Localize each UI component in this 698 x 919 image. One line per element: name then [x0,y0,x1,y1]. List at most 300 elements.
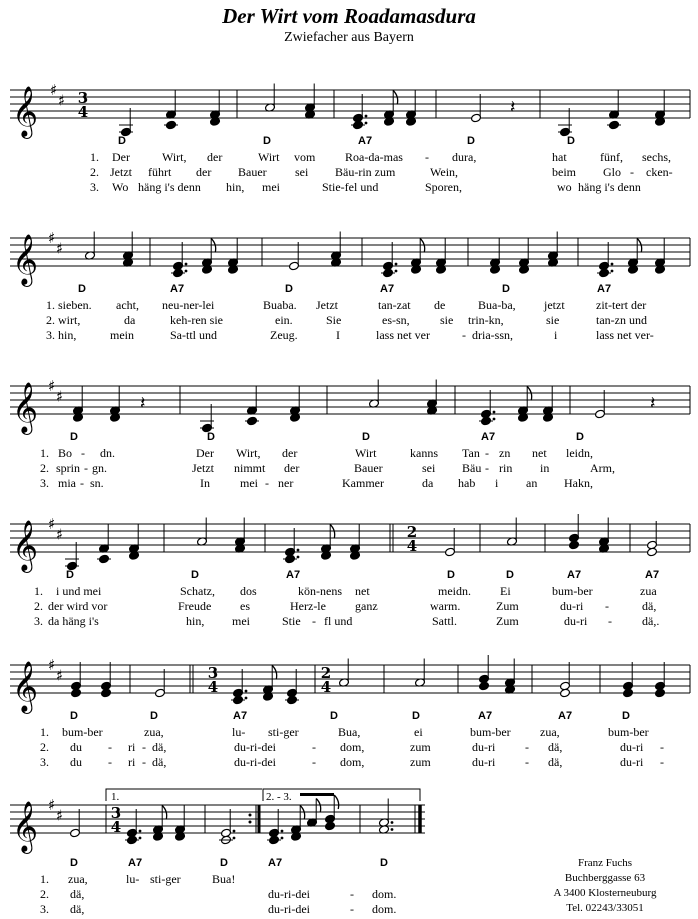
lyric: zn [499,446,511,460]
lyric: keh-ren sie [170,313,223,327]
lyric: zua, [144,725,164,739]
chord: D [150,710,158,722]
chord: A7 [645,569,660,581]
lyric: sprin [56,461,80,475]
treble-clef-icon: 𝄞 [12,661,39,712]
chord: D [447,569,455,581]
lyric: vom [294,150,316,164]
dot [297,556,300,559]
lyric: - [80,476,84,490]
chord: A7 [358,135,373,147]
lyric: in [540,461,550,475]
lyric: - [525,740,529,754]
verse-number: 2. [34,599,43,613]
dot [611,263,614,266]
chord: A7 [380,283,395,295]
verse-number: 3. [40,755,49,769]
lyric: dä, [548,740,563,754]
verse-number: 2. [90,165,99,179]
lyric: dä, [70,887,85,901]
time-signature-numerator: 2 [406,523,418,541]
note-head [655,688,666,698]
lyric: häng i's denn [138,180,201,194]
lyric: wo [557,180,572,194]
lyric: bum-ber [552,584,593,598]
lyric: mein [110,328,134,342]
dot [395,270,398,273]
verse-number: 3. [40,476,49,490]
lyric: Schatz, [180,584,215,598]
lyric: Glo [603,165,621,179]
lyric: dä, [642,599,657,613]
lyric: Sporen, [425,180,462,194]
music-system-4 [0,512,698,632]
time-signature-denominator: 4 [320,678,332,696]
lyric: Stie-fel und [322,180,379,194]
lyric: dura, [452,150,477,164]
sharp-icon: ♯ [48,656,56,674]
treble-clef-icon: 𝄞 [12,382,39,433]
treble-clef-icon: 𝄞 [12,520,39,571]
lyric: du-ri-dei [268,887,310,901]
quarter-rest-icon: 𝄽 [510,97,516,118]
lyric: sn. [90,476,104,490]
lyric: hat [552,150,567,164]
dot [185,270,188,273]
lyric: zum [410,740,431,754]
lyric: tan-zn und [596,313,647,327]
lyric: hin, [58,328,77,342]
dot [139,830,142,833]
lyric: - [350,887,354,901]
sharp-icon: ♯ [48,515,56,533]
lyric: warm. [430,599,461,613]
chord: D [220,857,228,869]
lyric: - [84,461,88,475]
lyric: Ei [500,584,511,598]
lyric: leidn, [566,446,593,460]
time-signature-denominator: 4 [77,103,89,121]
lyric: sti-ger [150,872,181,886]
note-head [101,688,112,698]
verse-number: 1. [46,298,55,312]
volta-1-bracket [106,789,262,801]
sharp-icon: ♯ [48,377,56,395]
lyric: Bäu [462,461,482,475]
arranger-credit [535,856,675,916]
time-signature-denominator: 4 [207,678,219,696]
chord: A7 [478,710,493,722]
note-head [560,688,571,698]
lyric: häng i's denn [578,180,641,194]
note-beam [300,793,334,796]
dot [281,830,284,833]
lyric: du-ri-dei [234,740,276,754]
lyric: Zum [496,599,519,613]
lyric: lu- [232,725,246,739]
credit-phone: Tel. 02243/33051 [566,902,644,914]
note-head [325,821,336,831]
lyric: ei [414,725,423,739]
lyric: dom, [340,740,365,754]
chord: A7 [567,569,582,581]
lyric: dä, [548,755,563,769]
lyric: du-ri-dei [234,755,276,769]
chord: D [380,857,388,869]
verse-number: 2. [40,461,49,475]
volta-1-label: 1. [111,791,120,803]
sharp-icon: ♯ [56,387,64,406]
lyric: Roa-da-mas [345,150,403,164]
lyric: mia [58,476,76,490]
lyric: bum-ber [62,725,103,739]
lyric: da [124,313,136,327]
dot [365,122,368,125]
lyric: Kammer [342,476,384,490]
sharp-icon: ♯ [56,806,64,825]
lyric: Jetzt [316,298,338,312]
lyric: Jetzt [192,461,214,475]
chord: D [78,283,86,295]
lyric: fünf, [600,150,623,164]
sharp-icon: ♯ [48,796,56,814]
lyric: - [312,755,316,769]
lyric: i [495,476,499,490]
lyric: - [108,755,112,769]
lyric: - [605,599,609,613]
repeat-dot [249,814,252,817]
lyric: an [526,476,538,490]
note-head [569,540,580,550]
lyric: neu-ner-lei [162,298,215,312]
lyric: Sattl. [432,614,458,628]
repeat-dot [249,821,252,824]
lyric: acht, [116,298,139,312]
verse-number: 1. [40,872,49,886]
chord: D [567,135,575,147]
lyric: meidn. [438,584,471,598]
dot [281,837,284,840]
lyric: ner [278,476,294,490]
lyric: Bauer [354,461,383,475]
lyric: der [207,150,223,164]
staff-1 [0,78,698,138]
note-head [623,688,634,698]
lyric: du-ri [560,599,584,613]
time-signature-numerator: 3 [110,804,122,822]
lyric: Bäu-rin zum [335,165,396,179]
music-system-3 [0,374,698,494]
lyric: - [608,614,612,628]
sharp-icon: ♯ [56,525,64,544]
chord: D [263,135,271,147]
note-flag [334,795,339,809]
sharp-icon: ♯ [48,229,56,247]
lyric: Wirt [258,150,280,164]
lyric: zua [640,584,657,598]
lyric: hin, [186,614,205,628]
verse-number: 3. [34,614,43,628]
lyric: sechs, [642,150,671,164]
dot [233,837,236,840]
lyric: dn. [100,446,115,460]
chord: D [622,710,630,722]
dot [297,549,300,552]
staff-2 [0,226,698,286]
time-signature-numerator: 3 [207,664,219,682]
time-signature-denominator: 4 [110,818,122,836]
lyric: - [142,755,146,769]
lyric: Tan [462,446,480,460]
lyric: hab [458,476,476,490]
music-system-5 [0,653,698,773]
chord: D [70,431,78,443]
music-system-2 [0,226,698,346]
chord: D [506,569,514,581]
lyric: bum-ber [608,725,649,739]
time-signature-denominator: 4 [406,537,418,555]
lyric: Wo [112,180,129,194]
chord: D [70,857,78,869]
chord: D [502,283,510,295]
lyric: Wein, [430,165,459,179]
lyric: jetzt [544,298,565,312]
lyric: lass net ver [376,328,430,342]
verse-number: 3. [46,328,55,342]
chord: A7 [558,710,573,722]
lyric: Herz-le [290,599,326,613]
time-signature-numerator: 2 [320,664,332,682]
lyric: rin [499,461,513,475]
sharp-icon: ♯ [56,239,64,258]
lyric: Hakn, [564,476,593,490]
lyric: zum [410,755,431,769]
lyric: Der [196,446,214,460]
lyric: trin-kn, [468,313,504,327]
lyric: Sie [326,313,342,327]
lyric: gn. [92,461,107,475]
lyric: - [142,740,146,754]
lyric: du-ri [472,740,496,754]
verse-number: 2. [46,313,55,327]
lyric: Wirt, [236,446,261,460]
lyric: du-ri-dei [268,902,310,916]
lyric: tan-zat [378,298,411,312]
lyric: sti-ger [268,725,299,739]
verse-number: 2. [40,740,49,754]
lyric: ein. [275,313,293,327]
lyric: wirt, [58,313,81,327]
lyric: dom. [372,887,397,901]
dot [245,697,248,700]
verse-number: 1. [90,150,99,164]
sharp-icon: ♯ [50,81,58,99]
dot [139,837,142,840]
staff-3 [0,374,698,434]
lyric: i und mei [56,584,102,598]
lyric: sei [422,461,436,475]
lyric: du-ri [564,614,588,628]
lyric: Arm, [590,461,615,475]
song-title: Der Wirt vom Roadamasdura [222,4,476,28]
lyric: dom. [372,902,397,916]
lyric: Stie [282,614,301,628]
chord: A7 [170,283,185,295]
lyric: ganz [355,599,378,613]
lyric: dos [240,584,257,598]
dot [391,828,394,831]
lyric: ri [128,755,136,769]
note-head [647,547,658,557]
dot [395,263,398,266]
dot [391,821,394,824]
lyric: I [336,328,340,342]
lyric: Wirt [355,446,377,460]
lyric: - [630,165,634,179]
lyric: du-ri [620,755,644,769]
lyric: Der [112,150,130,164]
lyric: da häng i's [48,614,99,628]
lyric: - [462,328,466,342]
lyric: - [312,740,316,754]
dot [611,270,614,273]
dot [365,115,368,118]
song-subtitle: Zwiefacher aus Bayern [284,30,414,45]
verse-number: 2. [40,887,49,901]
music-system-1 [0,78,698,198]
verse-number: 1. [40,446,49,460]
lyric: i [554,328,558,342]
lyric: Freude [178,599,212,613]
dot [185,263,188,266]
lyric: Bua-ba, [478,298,516,312]
credit-street: Buchberggasse 63 [564,872,646,884]
staff-4 [0,512,698,572]
lyric: es [240,599,250,613]
sharp-icon: ♯ [58,91,66,110]
quarter-rest-icon: 𝄽 [650,393,656,414]
lyric: du [70,740,82,754]
lyric: zua, [68,872,88,886]
lyric: Buaba. [263,298,297,312]
lyric: der [282,446,298,460]
lyric: der [284,461,300,475]
lyric: Wirt, [162,150,187,164]
quarter-rest-icon: 𝄽 [140,393,146,414]
credit-name: Franz Fuchs [577,857,633,869]
lyric: - [81,446,85,460]
lyric: sie [440,313,454,327]
lyric: net [532,446,547,460]
note-head [71,688,82,698]
chord: D [66,569,74,581]
chord: D [330,710,338,722]
lyric: - [350,902,354,916]
treble-clef-icon: 𝄞 [12,86,39,137]
lyric: - [485,446,489,460]
lyric: lass net ver- [596,328,654,342]
chord: A7 [268,857,283,869]
verse-number: 3. [90,180,99,194]
lyric: führt [148,165,172,179]
verse-number: 1. [40,725,49,739]
chord: A7 [481,431,496,443]
lyric: Bo [58,446,73,460]
lyric: da [422,476,434,490]
lyric: lu- [126,872,140,886]
lyric: ri [128,740,136,754]
lyric: - [312,614,316,628]
chord: D [70,710,78,722]
lyric: der [196,165,212,179]
staff-6 [0,793,698,853]
verse-number: 3. [40,902,49,916]
verse-number: 1. [34,584,43,598]
chord: D [576,431,584,443]
lyric: - [265,476,269,490]
lyric: dä,. [642,614,660,628]
lyric: - [660,740,664,754]
lyric: dä, [70,902,85,916]
time-signature-numerator: 3 [77,89,89,107]
lyric: dom, [340,755,365,769]
chord: D [467,135,475,147]
chord: D [207,431,215,443]
chord: A7 [233,710,248,722]
lyric: fl und [324,614,353,628]
dot [493,418,496,421]
lyric: sei [295,165,309,179]
staff-5 [0,653,698,713]
lyric: Zum [496,614,519,628]
chord: D [412,710,420,722]
lyric: Bua, [338,725,361,739]
lyric: mei [232,614,250,628]
dot [245,690,248,693]
dot [233,830,236,833]
lyric: beim [552,165,576,179]
lyric: cken- [646,165,673,179]
lyric: bum-ber [470,725,511,739]
lyric: sie [546,313,560,327]
chord: D [362,431,370,443]
sharp-icon: ♯ [56,666,64,685]
lyric: dä, [152,755,167,769]
lyric: hin, [226,180,245,194]
lyric: mei [262,180,280,194]
lyric: - [660,755,664,769]
lyric: - [525,755,529,769]
lyric: nimmt [234,461,266,475]
lyric: sieben. [58,298,92,312]
volta-2-label: 2. - 3. [266,791,292,803]
lyric: Sa-ttl und [170,328,217,342]
lyric: - [108,740,112,754]
lyric: Bua! [212,872,236,886]
lyric: du-ri [472,755,496,769]
lyric: kön-nens [298,584,342,598]
lyric: Bauer [238,165,267,179]
lyric: es-sn, [382,313,410,327]
credit-city: A 3400 Klosterneuburg [553,887,657,899]
lyric: kanns [410,446,438,460]
lyric: net [355,584,370,598]
lyric: du-ri [620,740,644,754]
lyric: du [70,755,82,769]
treble-clef-icon: 𝄞 [12,801,39,852]
lyric: - [485,461,489,475]
note-head [479,681,490,691]
